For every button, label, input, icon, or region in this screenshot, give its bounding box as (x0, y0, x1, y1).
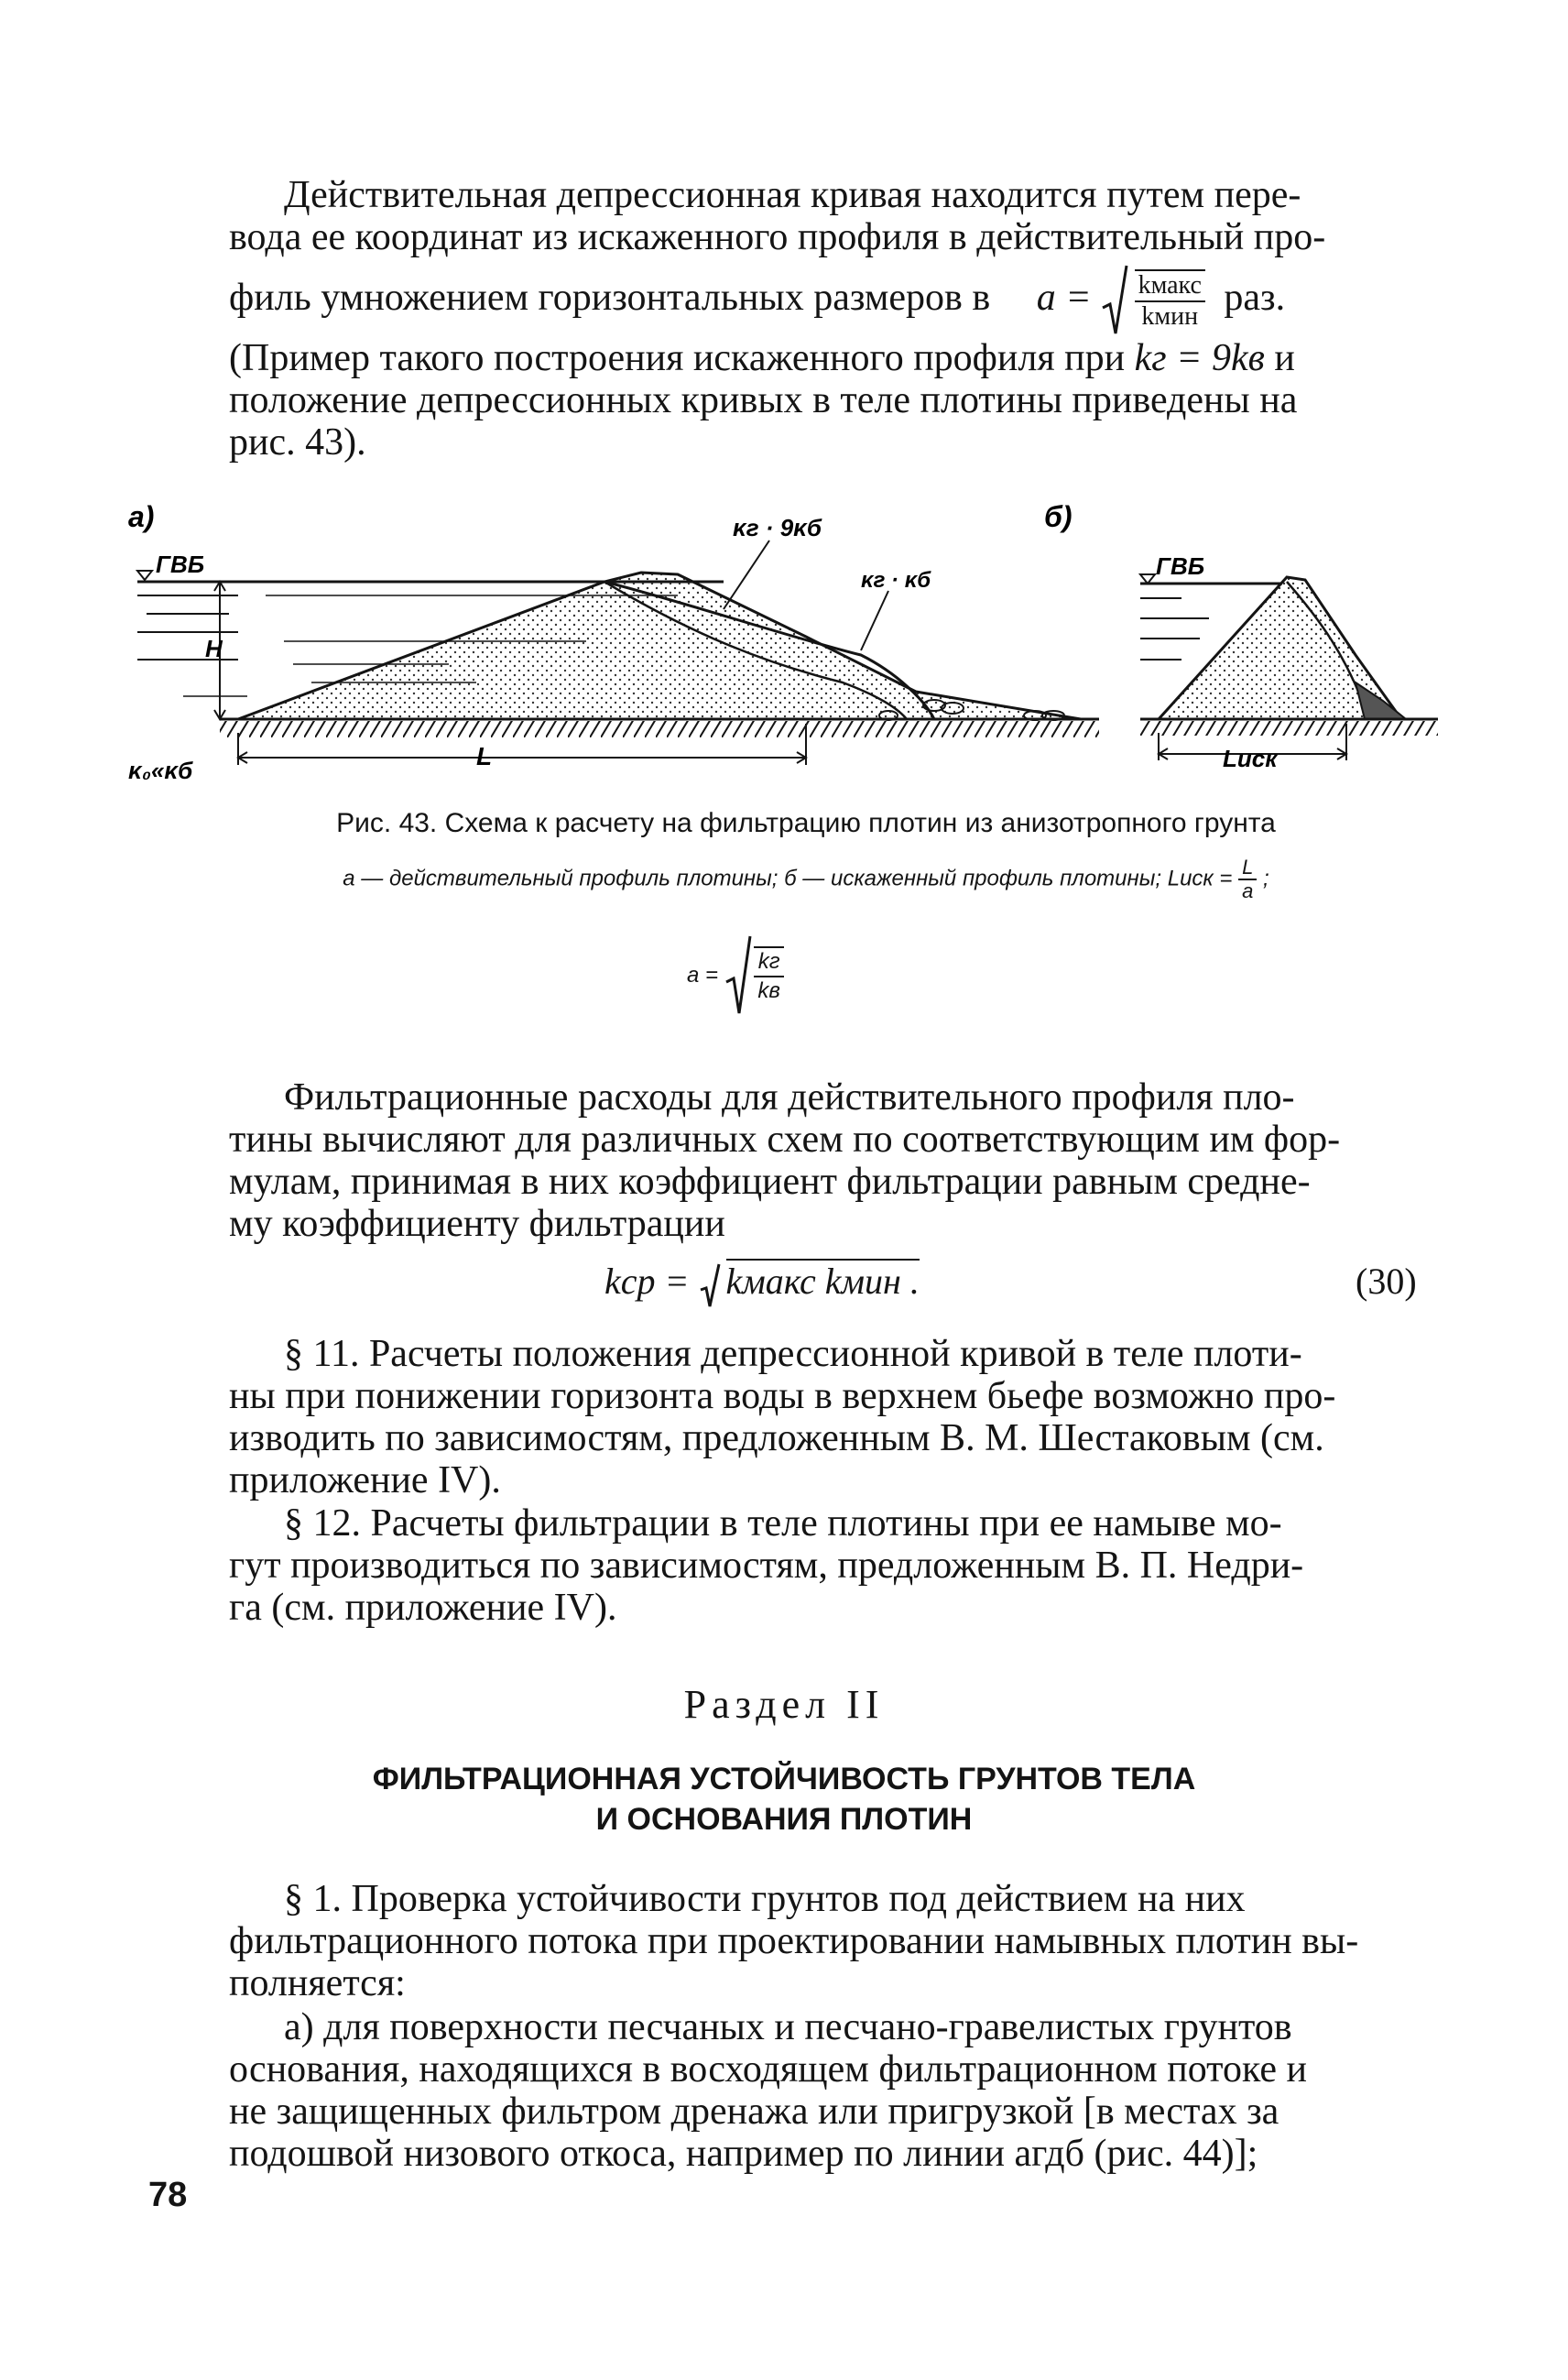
example-relation: kг = 9kв (1134, 337, 1265, 379)
text-line: му коэффициенту фильтрации (229, 1203, 725, 1245)
text-line: § 12. Расчеты фильтрации в теле плотины при ее намыве мо- (284, 1502, 1282, 1545)
formula-30-rhs: kмакс kмин . (725, 1261, 920, 1302)
paragraph-filtration-rates (229, 1076, 1429, 1245)
text-line: изводить по зависимостям, предложенным В. М. Шестаковым (см. (229, 1417, 1324, 1459)
text-line: а) для поверхности песчаных и песчано-гравелистых грунтов (284, 2006, 1292, 2048)
page-number: 78 (148, 2176, 188, 2214)
text-line: ны при понижении горизонта воды в верхнем бьефе возможно про- (229, 1375, 1336, 1417)
caption-l-isk-eq: Lиск = (1167, 866, 1233, 891)
ground-hatch-b (1140, 721, 1438, 736)
paragraph-section-12 (229, 1502, 1429, 1629)
section-bold-title-line1: ФИЛЬТРАЦИОННАЯ УСТОЙЧИВОСТЬ ГРУНТОВ ТЕЛА (372, 1762, 1196, 1796)
formula-30 (604, 1260, 920, 1308)
caption-a-num: kг (754, 948, 784, 977)
text-line: фильтрационного потока при проектировании намывных плотин вы- (229, 1920, 1359, 1962)
formula-a-denominator: kмин (1141, 302, 1199, 332)
text-line: Фильтрационные расходы для действительного профиля пло- (284, 1076, 1295, 1119)
text-line: Действительная депрессионная кривая находится путем пере- (284, 174, 1301, 216)
text-line: (Пример такого построения искаженного профиля при (229, 337, 1126, 379)
l-isk-label: Lиск (1223, 745, 1278, 772)
formula-a-lhs: a = (1036, 277, 1092, 319)
sqrt-sign-icon (1101, 264, 1128, 337)
sqrt-sign-icon (699, 1262, 721, 1308)
l-label: L (476, 742, 493, 770)
paragraph-item-a (229, 2006, 1429, 2175)
section-bold-title-line2: И ОСНОВАНИЯ ПЛОТИН (595, 1802, 973, 1837)
figure-43 (128, 499, 1447, 802)
caption-a-den: kв (757, 978, 780, 1003)
intro-paragraph (229, 174, 1429, 464)
text-line: вода ее координат из искаженного профиля в действительный про- (229, 216, 1326, 258)
text-line: мулам, принимая в них коэффициент фильтрации равным средне- (229, 1161, 1311, 1203)
caption-l-isk-den: a (1242, 879, 1254, 902)
gvb-label-b: ГВБ (1156, 552, 1205, 580)
formula-a-tail: раз. (1224, 277, 1286, 319)
text-line-example (229, 337, 1429, 379)
paragraph-section-1 (229, 1878, 1429, 2004)
figure-label-b: б) (1044, 500, 1073, 533)
text-line: основания, находящихся в восходящем фильтрационном потоке и (229, 2048, 1307, 2091)
caption-l-isk-num: L (1238, 857, 1257, 880)
caption-a-fraction (754, 946, 784, 1005)
caption-a-eq: a = (687, 963, 719, 988)
ground-hatch-a (220, 721, 1099, 737)
formula-30-number: (30) (1356, 1261, 1417, 1302)
figure-label-a: а) (128, 500, 155, 533)
text-line: приложение IV). (229, 1459, 501, 1501)
leader-line-curve2 (861, 591, 888, 650)
formula-a-fraction (1135, 269, 1205, 332)
h-label: H (205, 635, 223, 662)
text-line: § 1. Проверка устойчивости грунтов под действием на них (284, 1878, 1246, 1920)
figure-caption-title: Рис. 43. Схема к расчету на фильтрацию плотин из анизотропного грунта (336, 808, 1276, 838)
formula-a-numerator: kмакс (1135, 271, 1205, 302)
curve2-label: κг · κб (861, 568, 931, 593)
text-line-with-formula (229, 258, 1429, 337)
caption-l-isk-fraction (1238, 857, 1257, 902)
figure-caption-legend: а — действительный профиль плотины; б — искаженный профиль плотины; Lиск = $\frac{L}{a}$ ; (343, 856, 1269, 902)
text-line: гут производиться по зависимостям, предложенным В. П. Недри- (229, 1545, 1304, 1587)
section-spaced-title: Раздел II (683, 1682, 885, 1727)
text-line: § 11. Расчеты положения депрессионной кривой в теле плоти- (284, 1333, 1302, 1375)
caption-legend-text: а — действительный профиль плотины; б — искаженный профиль плотины; (343, 866, 1162, 891)
text-line: подошвой низового откоса, например по линии агдб (рис. 44)]; (229, 2133, 1258, 2175)
text-line: полняется: (229, 1962, 406, 2004)
text-line: филь умножением горизонтальных размеров в (229, 277, 991, 319)
gvb-label-a: ГВБ (156, 551, 205, 578)
text-line: не защищенных фильтром дренажа или пригрузкой [в местах за (229, 2091, 1279, 2133)
text-line: рис. 43). (229, 421, 366, 464)
k-relation-label: κ₀«κб (128, 757, 193, 784)
text-line: тины вычисляют для различных схем по соответствующим им фор- (229, 1119, 1341, 1161)
curve1-label: κг · 9κб (733, 514, 822, 541)
caption-a-formula (687, 934, 784, 1017)
paragraph-section-11 (229, 1333, 1429, 1501)
text-line: га (см. приложение IV). (229, 1587, 617, 1629)
formula-30-lhs: kср = (604, 1261, 690, 1302)
dam-profile-actual (238, 573, 1081, 719)
example-tail: и (1274, 337, 1295, 379)
leader-line-curve1 (724, 540, 769, 609)
text-line: положение депрессионных кривых в теле плотины приведены на (229, 379, 1298, 421)
sqrt-sign-icon (724, 934, 752, 1017)
